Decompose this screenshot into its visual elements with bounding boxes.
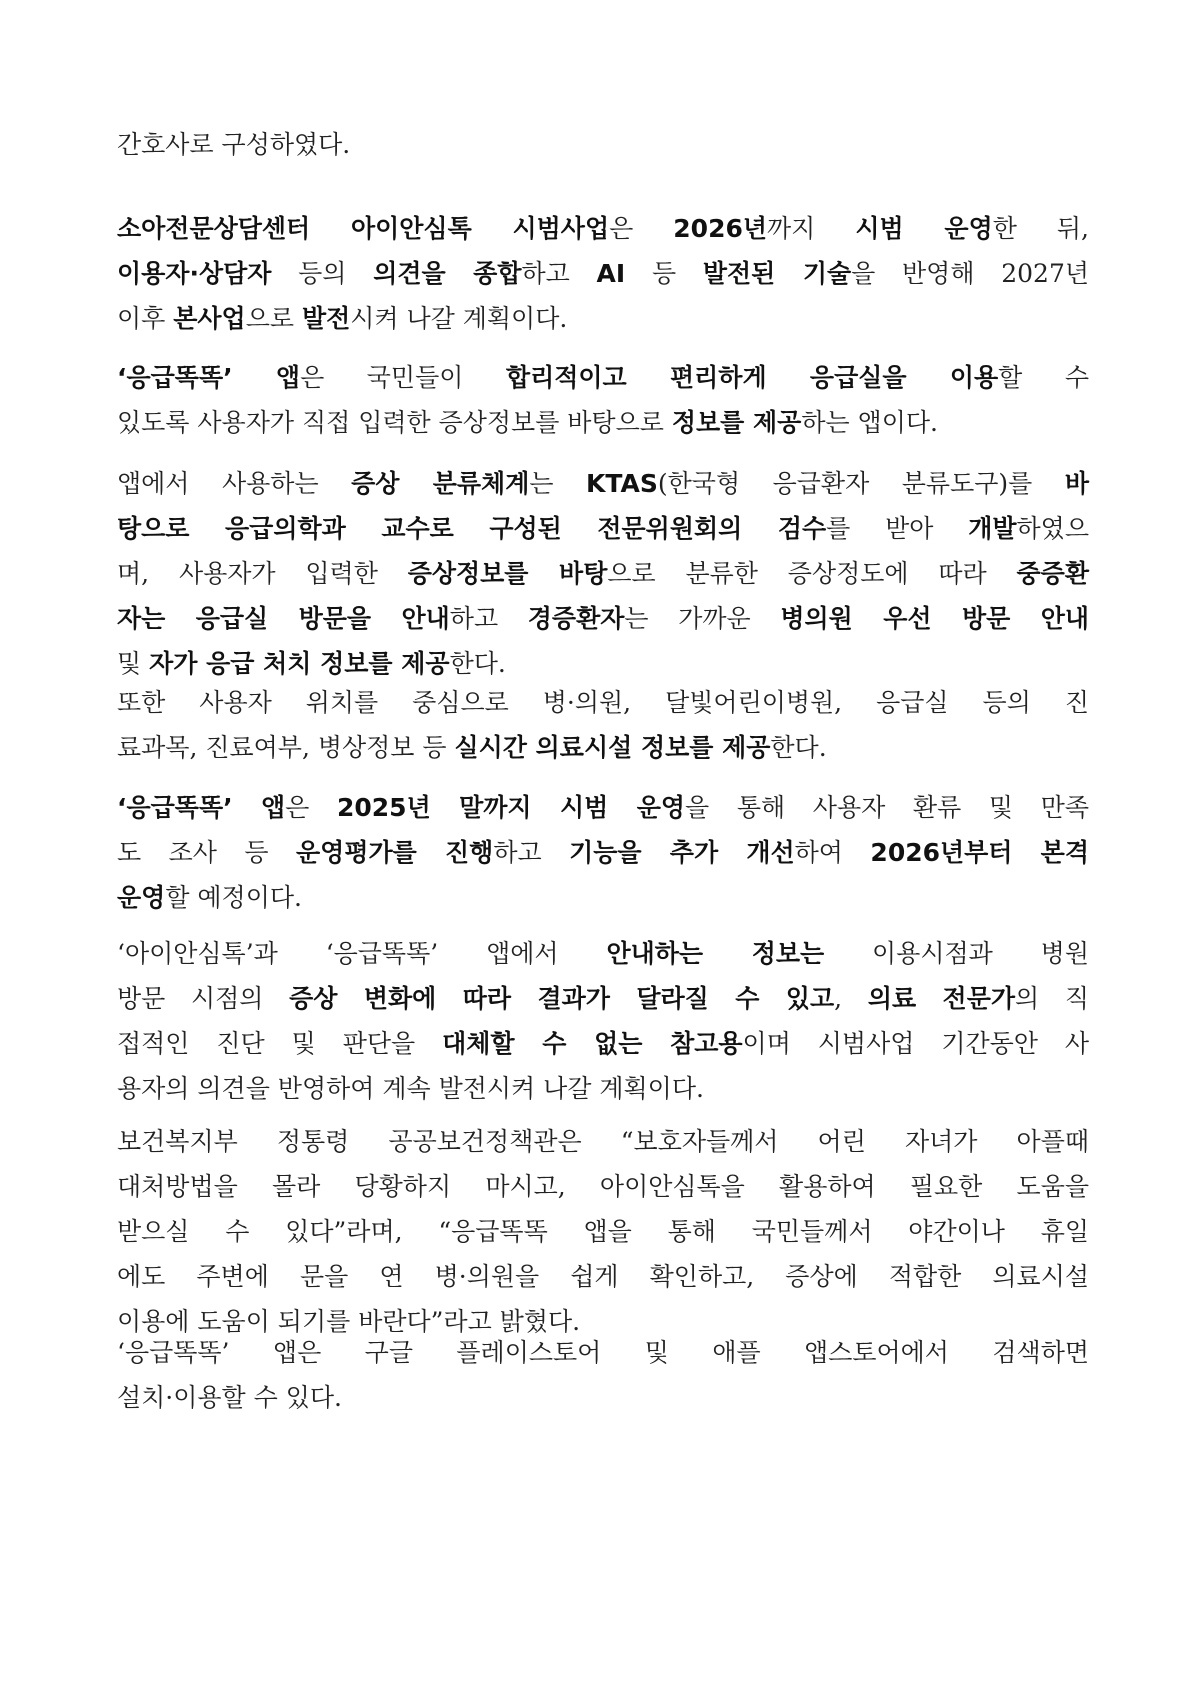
text-line — [117, 785, 1089, 830]
text-line — [117, 875, 1089, 920]
bold-text-run: 증상정보를 바탕 — [407, 559, 608, 588]
text-line — [117, 400, 1089, 445]
bold-text-run: 탕으로 응급의학과 교수로 구성된 전문위원회의 검수 — [117, 514, 827, 543]
bold-text-run: 자가 응급 처치 정보를 제공 — [149, 649, 450, 678]
bold-text-run: 2026년 — [673, 214, 768, 243]
text-run: 의 직 — [1015, 984, 1089, 1013]
bold-text-run: 증상 분류체계 — [351, 469, 530, 498]
bold-text-run: 이용자·상담자 — [117, 259, 272, 288]
text-run: 는 가까운 — [624, 604, 781, 633]
text-run: 등 — [625, 259, 703, 288]
text-run: 할 예정이다. — [165, 883, 302, 912]
text-run: 까지 — [767, 214, 856, 243]
bold-text-run: 안내하는 정보는 — [606, 939, 825, 968]
text-run: 및 — [117, 649, 150, 678]
text-line — [117, 1375, 1089, 1420]
text-run: 이후 — [117, 304, 174, 333]
bold-text-run: 정보를 제공 — [671, 408, 802, 437]
paragraph-official-quote — [117, 1119, 1089, 1344]
text-run: 하고 — [493, 838, 570, 867]
text-run: 은 국민들이 — [300, 363, 506, 392]
bold-text-run: 실시간 의료시설 정보를 제공 — [454, 733, 771, 762]
bold-text-run: 경증환자 — [527, 604, 625, 633]
text-line — [117, 551, 1089, 596]
bold-text-run: 발전 — [301, 304, 351, 333]
text-line — [117, 506, 1089, 551]
text-run: 받으실 수 있다”라며, “응급똑똑 앱을 통해 국민들께서 야간이나 휴일 — [117, 1217, 1089, 1246]
paragraph-pilot-operation — [117, 785, 1089, 920]
text-run: 이용에 도움이 되기를 바란다”라고 밝혔다. — [117, 1307, 581, 1336]
text-run: 에도 주변에 문을 연 병·의원을 쉽게 확인하고, 증상에 적합한 의료시설 — [117, 1262, 1089, 1291]
text-line — [117, 725, 1089, 770]
text-run: 방문 시점의 — [117, 984, 290, 1013]
text-line — [117, 1254, 1089, 1299]
text-line — [117, 1164, 1089, 1209]
text-line — [117, 1330, 1089, 1375]
text-run: 하여 — [794, 838, 871, 867]
bold-text-run: 합리적이고 편리하게 응급실을 이용 — [505, 363, 999, 392]
paragraph-continuation — [117, 122, 1089, 167]
bold-text-run: 증상 변화에 따라 결과가 달라질 수 있고 — [289, 984, 835, 1013]
bold-text-run: 대체할 수 없는 참고용 — [442, 1029, 743, 1058]
bold-text-run: 의료 전문가 — [867, 984, 1016, 1013]
text-run: 는 — [529, 469, 587, 498]
text-run: 용자의 의견을 반영하여 계속 발전시켜 나갈 계획이다. — [117, 1074, 704, 1103]
text-run: 할 수 — [998, 363, 1089, 392]
bold-text-run: 운영평가를 진행 — [296, 838, 494, 867]
text-run: 간호사로 구성하였다. — [117, 130, 351, 159]
text-line — [117, 1021, 1089, 1066]
paragraph-ai-ansim-talk-plan — [117, 206, 1089, 341]
text-run: 은 — [609, 214, 674, 243]
text-run: 앱에서 사용하는 — [117, 469, 352, 498]
text-run: 한 뒤, — [992, 214, 1089, 243]
paragraph-disclaimer — [117, 931, 1089, 1111]
text-run: 를 받아 — [826, 514, 969, 543]
text-run: 시켜 나갈 계획이다. — [350, 304, 568, 333]
text-line — [117, 1119, 1089, 1164]
text-run: 대처방법을 몰라 당황하지 마시고, 아이안심톡을 활용하여 필요한 도움을 — [117, 1172, 1089, 1201]
text-run: 며, 사용자가 입력한 — [117, 559, 408, 588]
text-run: 한다. — [770, 733, 827, 762]
bold-text-run: 기능을 추가 개선 — [569, 838, 795, 867]
text-run: 하고 — [521, 259, 597, 288]
text-line — [117, 461, 1089, 506]
text-line — [117, 976, 1089, 1021]
paragraph-app-download — [117, 1330, 1089, 1420]
text-line — [117, 296, 1089, 341]
bold-text-run: 의견을 종합 — [373, 259, 522, 288]
text-run: 을 통해 사용자 환류 및 만족 — [685, 793, 1089, 822]
text-run: 이용시점과 병원 — [824, 939, 1089, 968]
text-run: 또한 사용자 위치를 중심으로 병·의원, 달빛어린이병원, 응급실 등의 진 — [117, 688, 1089, 717]
text-line — [117, 596, 1089, 641]
text-run: 설치·이용할 수 있다. — [117, 1383, 342, 1412]
bold-text-run: 개발 — [968, 514, 1017, 543]
text-run: 등의 — [271, 259, 374, 288]
text-run: 한다. — [449, 649, 506, 678]
bold-text-run: 소아전문상담센터 아이안심톡 시범사업 — [117, 214, 610, 243]
text-run: 료과목, 진료여부, 병상정보 등 — [117, 733, 455, 762]
text-run: 접적인 진단 및 판단을 — [117, 1029, 443, 1058]
text-line — [117, 680, 1089, 725]
bold-text-run: KTAS — [586, 469, 658, 498]
bold-text-run: 바 — [1064, 469, 1089, 498]
bold-text-run: AI — [596, 259, 626, 288]
text-run: 이며 시범사업 기간동안 사 — [742, 1029, 1090, 1058]
text-run: 으로 — [245, 304, 302, 333]
text-run: (한국형 응급환자 분류도구)를 — [657, 469, 1065, 498]
bold-text-run: 시범 운영 — [855, 214, 993, 243]
text-run: 하고 — [449, 604, 528, 633]
text-run: 있도록 사용자가 직접 입력한 증상정보를 바탕으로 — [117, 408, 672, 437]
text-run: 도 조사 등 — [117, 838, 297, 867]
text-run: 으로 분류한 증상정도에 따라 — [607, 559, 1017, 588]
paragraph-symptom-classification — [117, 461, 1089, 686]
text-run: 하였으 — [1016, 514, 1089, 543]
bold-text-run: 자는 응급실 방문을 안내 — [117, 604, 450, 633]
bold-text-run: 2026년부터 본격 — [870, 838, 1089, 867]
bold-text-run: 중증환 — [1016, 559, 1089, 588]
text-run: 보건복지부 정통령 공공보건정책관은 “보호자들께서 어린 자녀가 아플때 — [117, 1127, 1089, 1156]
text-line — [117, 1209, 1089, 1254]
text-line — [117, 931, 1089, 976]
bold-text-run: 발전된 기술 — [702, 259, 852, 288]
text-line — [117, 122, 1089, 167]
bold-text-run: 병의원 우선 방문 안내 — [780, 604, 1089, 633]
text-run: ‘응급똑똑’ 앱은 구글 플레이스토어 및 애플 앱스토어에서 검색하면 — [117, 1338, 1089, 1367]
bold-text-run: 운영 — [117, 883, 166, 912]
bold-text-run: 2025년 말까지 시범 운영 — [336, 793, 686, 822]
bold-text-run: ‘응급똑똑’ 앱 — [117, 363, 301, 392]
text-run: 하는 앱이다. — [801, 408, 938, 437]
text-line — [117, 355, 1089, 400]
text-run: ‘아이안심톡’과 ‘응급똑똑’ 앱에서 — [117, 939, 607, 968]
text-run: 은 — [285, 793, 337, 822]
text-line — [117, 206, 1089, 251]
paragraph-realtime-info — [117, 680, 1089, 770]
text-run: , — [834, 984, 868, 1013]
text-run: 을 반영해 2027년 — [851, 259, 1089, 288]
text-line — [117, 251, 1089, 296]
text-line — [117, 830, 1089, 875]
bold-text-run: ‘응급똑똑’ 앱 — [117, 793, 286, 822]
paragraph-app-intro — [117, 355, 1089, 445]
text-line — [117, 1066, 1089, 1111]
bold-text-run: 본사업 — [173, 304, 246, 333]
